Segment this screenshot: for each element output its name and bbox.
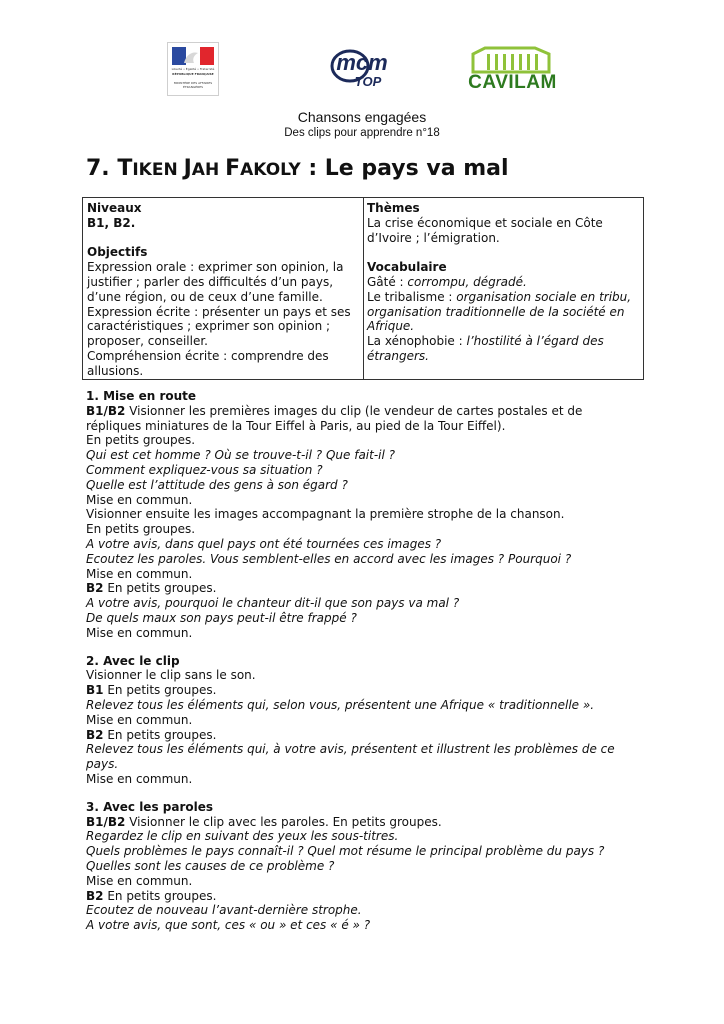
instruction-line: Mise en commun. [86, 712, 193, 727]
instruction-line [86, 728, 636, 743]
title-number: 7. [86, 156, 118, 181]
vocab-entry [367, 334, 639, 349]
themes-line: La crise économique et sociale en Côte [367, 215, 603, 230]
level-label: B2 [86, 888, 104, 903]
objectives-line: Expression écrite : présenter un pays et ses [87, 304, 351, 319]
republique-francaise-logo [167, 42, 219, 96]
vocab-definition: l’hostilité à l’égard des [466, 334, 604, 349]
instruction-line [86, 404, 636, 419]
levels-value: B1, B2. [87, 215, 136, 230]
instruction-line: Visionner le clip sans le son. [86, 668, 256, 683]
series-title: Chansons engagées [297, 109, 427, 125]
vocab-entry [367, 275, 639, 290]
level-label: B1/B2 [86, 403, 126, 418]
instruction-text: En petits groupes. [103, 727, 217, 742]
instruction-line [86, 581, 636, 596]
question-line: Ecoutez les paroles. Vous semblent-elles en accord avec les images ? Pourquoi ? [86, 551, 572, 566]
question-line: A votre avis, pourquoi le chanteur dit-il que son pays va mal ? [86, 596, 460, 611]
cavilam-wordmark: CAVILAM [468, 72, 557, 93]
rf-ministry: MINISTÈRE DES AFFAIRES ÉTRANGÈRES [173, 81, 213, 89]
question-line: Regardez le clip en suivant des yeux les sous-titres. [86, 829, 399, 844]
mcm-wordmark: mcm [336, 50, 388, 75]
mcm-top-wordmark: TOP [354, 74, 382, 89]
title-initial-j: J [183, 156, 192, 181]
level-label: B1/B2 [86, 814, 126, 829]
info-table [82, 197, 644, 380]
table-right-column [367, 201, 639, 364]
section-heading-mise-en-route: 1. Mise en route [86, 389, 197, 403]
title-rest-akoly: AKOLY [240, 160, 301, 180]
vocab-entry [367, 290, 639, 305]
question-line: Quelle est l’attitude des gens à son égard ? [86, 477, 348, 492]
rf-republic: RÉPUBLIQUE FRANÇAISE [172, 72, 214, 76]
themes-heading: Thèmes [367, 201, 420, 215]
instruction-line: Mise en commun. [86, 873, 193, 888]
vocab-definition: étrangers. [367, 348, 429, 363]
series-subtitle: Des clips pour apprendre n°18 [284, 127, 440, 139]
cavilam-logo [465, 44, 560, 96]
question-line: Relevez tous les éléments qui, selon vous, présentent une Afrique « traditionnelle ». [86, 697, 595, 712]
objectives-line: Compréhension écrite : comprendre des [87, 348, 329, 363]
question-line: pays. [86, 757, 119, 772]
objectives-line: Expression orale : exprimer son opinion, la [87, 260, 344, 275]
table-left-column [87, 201, 357, 379]
mcm-top-logo [328, 46, 396, 90]
question-line: Comment expliquez-vous sa situation ? [86, 462, 323, 477]
instruction-line: Mise en commun. [86, 492, 193, 507]
objectives-line: caractéristiques ; exprimer son opinion ; [87, 319, 331, 334]
vocab-term: Le tribalisme : [367, 289, 457, 304]
table-divider [363, 198, 364, 379]
instruction-text: Visionner le clip avec les paroles. En petits groupes. [125, 814, 442, 829]
instruction-line: répliques miniatures de la Tour Eiffel à Paris, au pied de la Tour Eiffel). [86, 418, 506, 433]
title-song: : Le pays va mal [300, 156, 509, 181]
question-line: Qui est cet homme ? Où se trouve-t-il ? Que fait-il ? [86, 448, 396, 463]
objectives-line: proposer, conseiller. [87, 334, 208, 349]
marianne-flag-icon [172, 47, 214, 65]
instruction-line: En petits groupes. [86, 522, 196, 537]
question-line: Ecoutez de nouveau l’avant-dernière strophe. [86, 903, 362, 918]
cavilam-building-icon [465, 44, 560, 74]
instruction-text: En petits groupes. [103, 888, 217, 903]
level-label: B2 [86, 581, 104, 596]
vocab-definition: Afrique. [367, 319, 415, 334]
level-label: B1 [86, 683, 104, 698]
level-label: B2 [86, 727, 104, 742]
rf-motto: Liberté • Égalité • Fraternité [171, 67, 215, 71]
instruction-line [86, 889, 636, 904]
title-initial-t: T [117, 156, 133, 181]
objectives-line: allusions. [87, 363, 144, 378]
question-line: De quels maux son pays peut-il être frappé ? [86, 610, 357, 625]
instruction-line: Mise en commun. [86, 771, 193, 786]
section-heading-avec-les-paroles: 3. Avec les paroles [86, 799, 214, 814]
question-line: Quels problèmes le pays connaît-il ? Quel mot résume le principal problème du pays ? [86, 844, 605, 859]
instruction-text: En petits groupes. [103, 683, 217, 698]
vocab-heading: Vocabulaire [367, 260, 447, 275]
instruction-line: Mise en commun. [86, 566, 193, 581]
instruction-line: Mise en commun. [86, 625, 193, 640]
title-initial-f: F [225, 156, 241, 181]
instruction-line: Visionner ensuite les images accompagnant la première strophe de la chanson. [86, 507, 565, 522]
instruction-text: Visionner les premières images du clip (le vendeur de cartes postales et de [125, 403, 583, 418]
instruction-line [86, 683, 636, 698]
objectives-heading: Objectifs [87, 245, 148, 260]
title-rest-ah: AH [191, 160, 226, 180]
instruction-text: En petits groupes. [103, 581, 217, 596]
instruction-line [86, 815, 636, 830]
question-line: A votre avis, dans quel pays ont été tournées ces images ? [86, 536, 442, 551]
objectives-line: justifier ; parler des difficultés d’un pays, [87, 274, 334, 289]
page-title [86, 156, 509, 181]
vocab-term: Gâté : [367, 274, 408, 289]
vocab-definition: organisation traditionnelle de la société en [367, 304, 625, 319]
instruction-line: En petits groupes. [86, 433, 196, 448]
section-heading-avec-le-clip: 2. Avec le clip [86, 653, 180, 668]
question-line: Relevez tous les éléments qui, à votre avis, présentent et illustrent les problèmes de ce [86, 742, 615, 757]
document-body [86, 389, 636, 933]
question-line: A votre avis, que sont, ces « ou » et ces « é » ? [86, 918, 371, 933]
objectives-line: d’une région, ou de ceux d’une famille. [87, 289, 323, 304]
levels-heading: Niveaux [87, 201, 142, 215]
themes-line: d’Ivoire ; l’émigration. [367, 230, 500, 245]
vocab-definition: organisation sociale en tribu, [456, 289, 632, 304]
question-line: Quelles sont les causes de ce problème ? [86, 858, 335, 873]
vocab-definition: corrompu, dégradé. [407, 274, 527, 289]
vocab-term: La xénophobie : [367, 334, 467, 349]
title-rest-iken: IKEN [132, 160, 184, 180]
logo-bar [0, 38, 724, 98]
